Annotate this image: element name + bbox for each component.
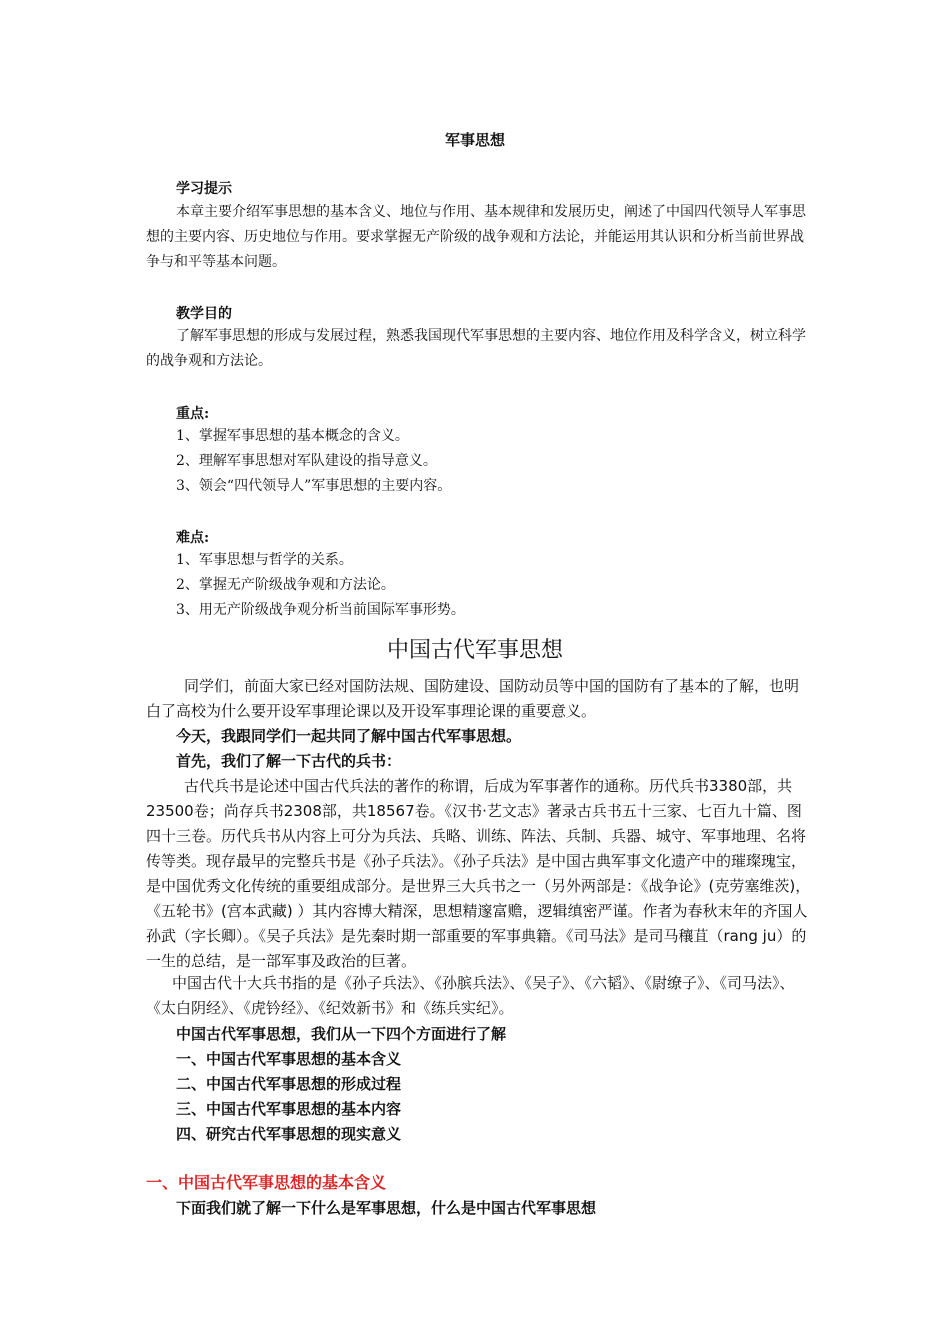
difficulty-item: 3、用无产阶级战争观分析当前国际军事形势。: [176, 602, 465, 618]
aspect-item: 一、中国古代军事思想的基本含义: [176, 1050, 402, 1068]
first-line: 首先，我们了解一下古代的兵书：: [176, 752, 402, 770]
aspect-item: 三、中国古代军事思想的基本内容: [176, 1100, 402, 1118]
key-point-item: 2、理解军事思想对军队建设的指导意义。: [176, 453, 437, 469]
military-books-paragraph: 古代兵书是论述中国古代兵法的著作的称谓，后成为军事著作的通称。历代兵书3380部，共23500卷；尚存兵书2308部，共18567卷。《汉书·艺文志》著录古兵书五十三家、七百九十篇、图四十三卷。历代兵书从内容上可分为兵法、兵略、训练、阵法、兵制、兵器、城守、军事地理、名将传等类。现存最早的完整兵书是《孙子兵法》。《孙子兵法》是中国古典军事文化遗产中的璀璨瑰宝，是中国优秀文化传统的重要组成部分。是世界三大兵书之一（另外两部是：《战争论》(克劳塞维茨)，《五轮书》(宫本武藏) ）其内容博大精深，思想精邃富赡，逻辑缜密严谨。作者为春秋末年的齐国人孙武（字长卿）。《吴子兵法》是先秦时期一部重要的军事典籍。《司马法》是司马穰苴（rang ju）的一生的总结，是一部军事及政治的巨著。: [146, 777, 811, 970]
teaching-goal-heading: 教学目的: [176, 306, 232, 322]
study-tips-heading: 学习提示: [176, 181, 232, 197]
intro-paragraph: 同学们，前面大家已经对国防法规、国防建设、国防动员等中国的国防有了基本的了解，也明白了高校为什么要开设军事理论课以及开设军事理论课的重要意义。: [146, 677, 800, 720]
difficulty-item: 2、掌握无产阶级战争观和方法论。: [176, 577, 395, 593]
study-tips-paragraph: 本章主要介绍军事思想的基本含义、地位与作用、基本规律和发展历史，阐述了中国四代领导人军事思想的主要内容、历史地位与作用。要求掌握无产阶级的战争观和方法论，并能运用其认识和分析当前世界战争与和平等基本问题。: [146, 204, 806, 270]
difficulty-item: 1、军事思想与哲学的关系。: [176, 552, 353, 568]
aspects-intro: 中国古代军事思想，我们从一下四个方面进行了解: [176, 1025, 507, 1043]
today-line: 今天，我跟同学们一起共同了解中国古代军事思想。: [176, 727, 522, 745]
document-title: 军事思想: [444, 131, 505, 149]
ten-books-paragraph: 中国古代十大兵书指的是《孙子兵法》、《孙膑兵法》、《吴子》、《六韬》、《尉缭子》、《司马法》、《太白阴经》、《虎钤经》、《纪效新书》和《练兵实纪》。: [146, 974, 795, 1017]
teaching-goal-paragraph: 了解军事思想的形成与发展过程，熟悉我国现代军事思想的主要内容、地位作用及科学含义，树立科学的战争观和方法论。: [146, 328, 806, 369]
difficulties-heading: 难点:: [176, 530, 210, 546]
key-points-heading: 重点:: [176, 406, 210, 422]
part-one-lead: 下面我们就了解一下什么是军事思想，什么是中国古代军事思想: [176, 1199, 597, 1217]
aspect-item: 二、中国古代军事思想的形成过程: [176, 1075, 402, 1093]
aspect-item: 四、研究古代军事思想的现实意义: [176, 1125, 402, 1143]
key-point-item: 1、掌握军事思想的基本概念的含义。: [176, 428, 409, 444]
key-point-item: 3、领会“四代领导人”军事思想的主要内容。: [176, 478, 452, 494]
ancient-thought-title: 中国古代军事思想: [386, 638, 563, 663]
part-one-heading: 一、中国古代军事思想的基本含义: [146, 1173, 387, 1192]
